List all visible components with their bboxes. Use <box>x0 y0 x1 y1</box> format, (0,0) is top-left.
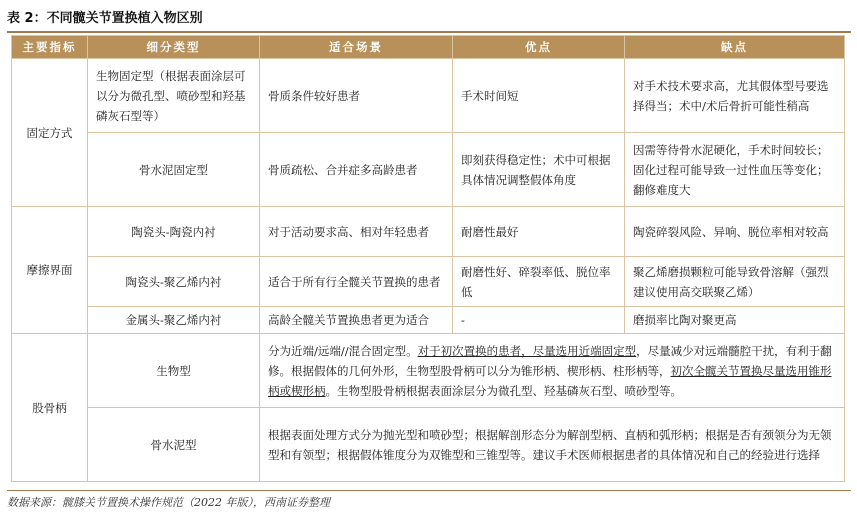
desc-part: 。生物型股骨柄根据表面涂层分为微孔型、羟基磷灰石型、喷砂型等。 <box>325 383 682 398</box>
table-row <box>12 408 845 482</box>
cell-pros: 耐磨性好、碎裂率低、脱位率低 <box>453 257 625 307</box>
cell-cons: 聚乙烯磨损颗粒可能导致骨溶解（强烈建议使用高交联聚乙烯） <box>625 257 845 307</box>
implant-comparison-table <box>11 35 845 482</box>
table-caption: 表 2：不同髋关节置换植入物区别 <box>7 11 203 26</box>
cell-type: 金属头-聚乙烯内衬 <box>88 307 260 334</box>
desc-part: ，尽量减少对远端髓腔干扰，有利于翻修。根据假体的几何外形，生物型股骨柄可以分为锥形柄、楔形柄、柱形柄等， <box>268 343 832 378</box>
cell-pros: - <box>453 307 625 334</box>
cell-cons: 因需等待骨水泥硬化，手术时间较长；固化过程可能导致一过性血压等变化；翻修难度大 <box>625 133 845 207</box>
cell-scene: 高龄全髋关节置换患者更为适合 <box>260 307 453 334</box>
cell-pros: 即刻获得稳定性；术中可根据具体情况调整假体角度 <box>453 133 625 207</box>
cell-scene: 适合于所有行全髋关节置换的患者 <box>260 257 453 307</box>
source-note: 数据来源：髋膝关节置换术操作规范（2022 年版），西南证券整理 <box>7 496 330 509</box>
header-subtype: 细分类型 <box>88 36 260 59</box>
cell-scene: 对于活动要求高、相对年轻患者 <box>260 207 453 257</box>
group-stem: 股骨柄 <box>12 334 88 482</box>
cell-type: 生物固定型（根据表面涂层可以分为微孔型、喷砂型和羟基磷灰石型等） <box>88 59 260 133</box>
table-row <box>12 307 845 334</box>
table-row <box>12 207 845 257</box>
cell-type: 骨水泥型 <box>88 408 260 482</box>
cell-cons: 对手术技术要求高，尤其假体型号要选择得当；术中/术后骨折可能性稍高 <box>625 59 845 133</box>
cell-description <box>260 334 845 408</box>
group-friction: 摩擦界面 <box>12 207 88 334</box>
table-row <box>12 59 845 133</box>
cell-type: 陶瓷头-陶瓷内衬 <box>88 207 260 257</box>
table-header-row <box>12 36 845 59</box>
group-fixation: 固定方式 <box>12 59 88 207</box>
cell-scene: 骨质条件较好患者 <box>260 59 453 133</box>
desc-part: 分为近端/远端//混合固定型。 <box>268 343 418 358</box>
header-cons: 缺点 <box>625 36 845 59</box>
header-scenario: 适合场景 <box>260 36 453 59</box>
cell-pros: 手术时间短 <box>453 59 625 133</box>
header-indicator: 主要指标 <box>12 36 88 59</box>
cell-cons: 陶瓷碎裂风险、异响、脱位率相对较高 <box>625 207 845 257</box>
cell-type: 骨水泥固定型 <box>88 133 260 207</box>
header-pros: 优点 <box>453 36 625 59</box>
table-row <box>12 334 845 408</box>
cell-pros: 耐磨性最好 <box>453 207 625 257</box>
cell-description: 根据表面处理方式分为抛光型和喷砂型；根据解剖形态分为解剖型柄、直柄和弧形柄；根据是否有颈领分为无领型和有领型；根据假体锥度分为双锥型和三锥型等。建议手术医师根据患者的具体情况和自己的经验进行选择 <box>260 408 845 482</box>
cell-scene: 骨质疏松、合并症多高龄患者 <box>260 133 453 207</box>
desc-underlined: 初次全髋关节置换尽量选用锥形柄或楔形柄 <box>268 363 832 398</box>
bottom-rule <box>7 490 851 491</box>
cell-cons: 磨损率比陶对聚更高 <box>625 307 845 334</box>
table-row <box>12 133 845 207</box>
table-row <box>12 257 845 307</box>
cell-type: 生物型 <box>88 334 260 408</box>
top-rule <box>7 31 851 33</box>
desc-underlined: 对于初次置换的患者，尽量选用近端固定型 <box>417 343 637 358</box>
cell-type: 陶瓷头-聚乙烯内衬 <box>88 257 260 307</box>
